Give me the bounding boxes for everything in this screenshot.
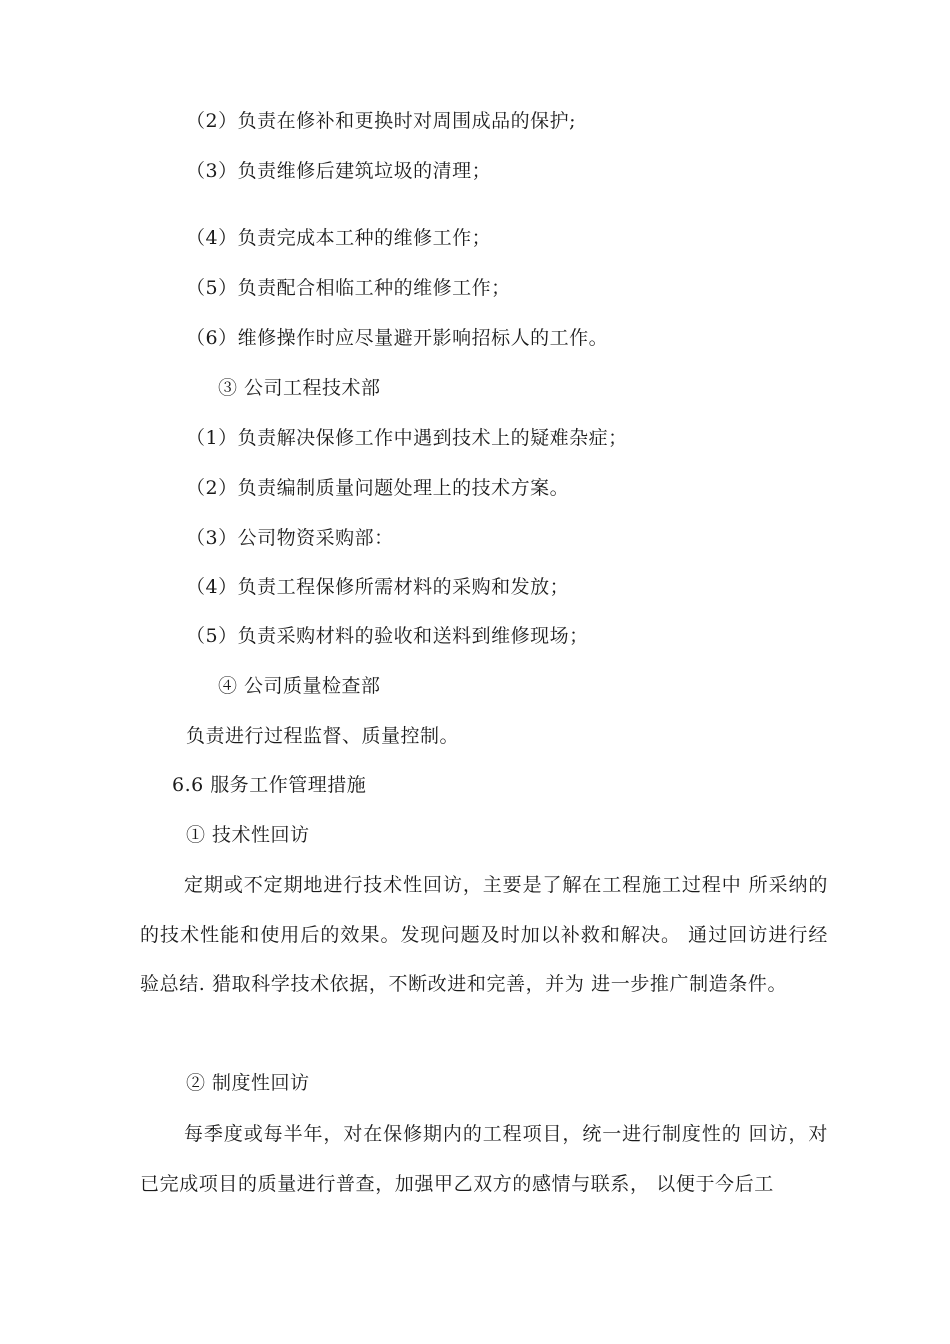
list-item-cooperate: （5）负责配合相临工种的维修工作；	[186, 277, 511, 299]
paragraph-tech-visit: 定期或不定期地进行技术性回访，主要是了解在工程施工过程中 所采纳的的技术性能和使用后的效果。发现问题及时加以补救和解决。 通过回访进行经验总结. 猎取科学技术依据，不断改进和完善，并为 进一步推广制造条件。	[140, 874, 828, 995]
list-item-cleanup: （3）负责维修后建筑垃圾的清理；	[186, 160, 492, 182]
paragraph-system-visit: 每季度或每半年，对在保修期内的工程项目，统一进行制度性的 回访，对已完成项目的质量进行普查，加强甲乙双方的感情与联系， 以便于今后工	[140, 1123, 828, 1195]
list-item-own-trade: （4）负责完成本工种的维修工作；	[186, 227, 492, 249]
list-item-avoid: （6）维修操作时应尽量避开影响招标人的工作。	[186, 327, 609, 349]
list-item-materials: （4）负责工程保修所需材料的采购和发放；	[186, 576, 570, 598]
section-heading-tech-dept: ③ 公司工程技术部	[218, 377, 381, 399]
sub-heading-system-visit: ② 制度性回访	[186, 1072, 310, 1094]
list-item-plan: （2）负责编制质量问题处理上的技术方案。	[186, 477, 570, 499]
section-title-6-6: 6.6 服务工作管理措施	[172, 774, 367, 796]
list-item-protect: （2）负责在修补和更换时对周围成品的保护;	[186, 110, 576, 132]
section-heading-quality-dept: ④ 公司质量检查部	[218, 675, 381, 697]
quality-dept-duty: 负责进行过程监督、质量控制。	[186, 725, 460, 747]
list-item-acceptance: （5）负责采购材料的验收和送料到维修现场；	[186, 625, 589, 647]
list-item-solve: （1）负责解决保修工作中遇到技术上的疑难杂症；	[186, 427, 628, 449]
sub-heading-tech-visit: ① 技术性回访	[186, 824, 310, 846]
list-item-purchase-dept: （3）公司物资采购部：	[186, 527, 394, 549]
